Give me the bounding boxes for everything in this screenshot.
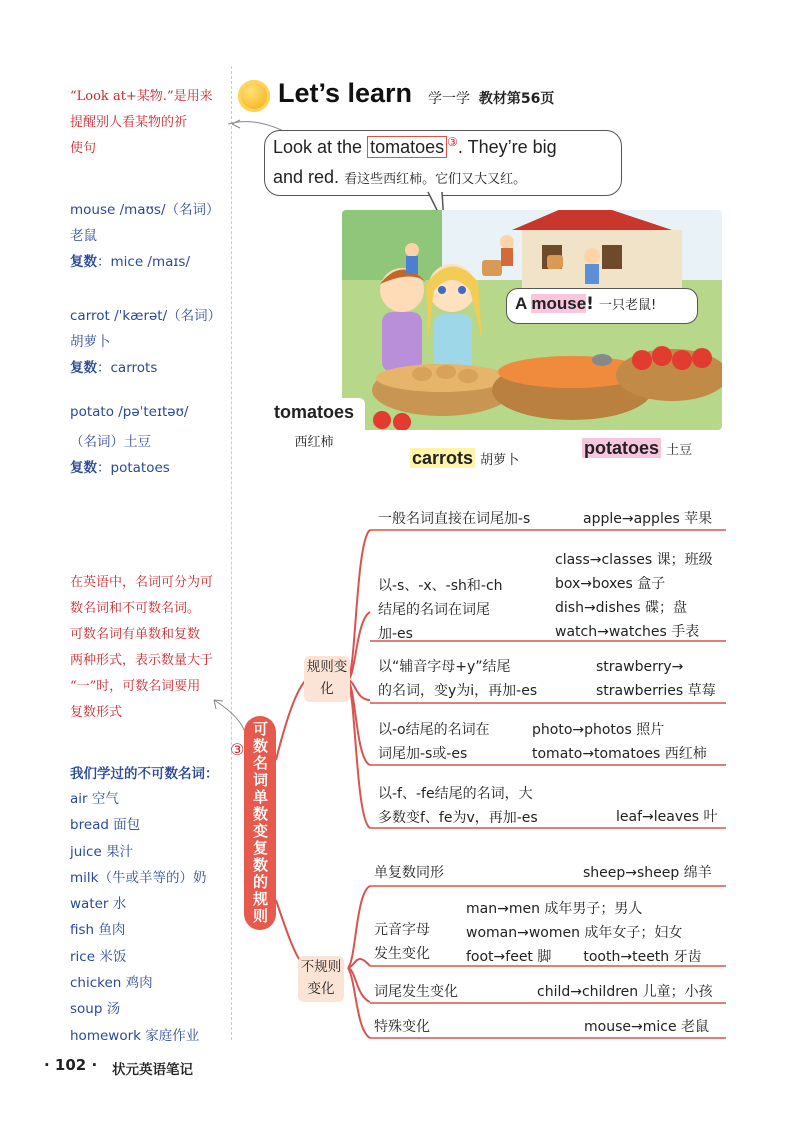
example-line: man→men 成年男子；男人: [466, 901, 643, 917]
rule-regular-2: [378, 574, 503, 646]
subtitle-page: 教材第56页: [478, 91, 555, 107]
bubble-text: and red.: [273, 167, 340, 187]
example-regular-4: [532, 718, 707, 766]
node-regular: 规则变化: [304, 656, 350, 702]
example-regular-3: [596, 655, 716, 703]
node-irregular: 不规则变化: [298, 956, 344, 1002]
rule-line: 以-o结尾的名词在: [378, 722, 490, 738]
section-title: Let’s learn: [278, 78, 413, 108]
label-word: tomatoes: [273, 402, 354, 422]
list-item: milk（牛或羊等的）奶: [70, 869, 207, 886]
note-line: 两种形式，表示数量大于: [70, 653, 214, 668]
vocab-mouse-meaning: 老鼠: [70, 228, 97, 244]
plural-label: 复数: [70, 360, 97, 376]
example-irregular-2: [466, 897, 702, 969]
example-line: woman→women 成年女子；妇女: [466, 925, 683, 941]
plural-label: 复数: [70, 254, 97, 270]
plural-label: 复数: [70, 460, 97, 476]
vocab-mouse: mouse /maʊs/（名词）: [70, 202, 220, 218]
plural-value: ：mice /maɪs/: [97, 254, 190, 270]
list-item: rice 米饭: [70, 948, 127, 965]
example-line: strawberry→: [596, 659, 684, 675]
list-item: air 空气: [70, 791, 119, 807]
note-line: 提醒别人看某物的祈: [70, 115, 188, 130]
rule-irregular-1: 单复数同形: [374, 865, 444, 881]
note-line: 在英语中，名词可分为可: [70, 575, 214, 590]
rule-line: 发生变化: [374, 946, 430, 962]
example-irregular-3: child→children 儿童；小孩: [537, 984, 713, 1000]
page-number: · 102 ·: [44, 1056, 98, 1074]
example-line: watch→watches 手表: [555, 624, 700, 640]
example-irregular-1: sheep→sheep 绵羊: [583, 865, 712, 881]
rule-regular-4: [378, 718, 490, 766]
label-translation: 胡萝卜: [480, 453, 520, 468]
example-irregular-4: mouse→mice 老鼠: [584, 1019, 710, 1035]
rule-regular-3: [378, 655, 537, 703]
bubble-text: . They’re big: [457, 137, 557, 157]
example-part: tooth→teeth 牙齿: [583, 949, 702, 965]
list-item: fish 鱼肉: [70, 922, 126, 939]
example-regular-1: apple→apples 苹果: [583, 511, 713, 527]
footnote-mark: ③: [447, 135, 458, 149]
plural-value: ：potatoes: [97, 460, 170, 476]
vocab-carrot: carrot /ˈkærət/（名词）: [70, 308, 222, 324]
example-line: strawberries 草莓: [596, 683, 716, 699]
uncountable-title: 我们学过的不可数名词：: [70, 766, 219, 782]
label-word: carrots: [412, 448, 474, 468]
note-line: 数名词和不可数名词。: [70, 601, 201, 616]
rule-line: 以-s、-x、-sh和-ch: [378, 578, 503, 594]
list-item: water 水: [70, 896, 127, 913]
vocab-potato-meaning: （名词）土豆: [70, 434, 151, 450]
label-translation: 土豆: [666, 443, 693, 458]
vocab-potato: potato /pəˈteɪtəʊ/: [70, 404, 189, 420]
note-line: 可数名词有单数和复数: [70, 627, 201, 642]
rule-irregular-2: [374, 918, 430, 966]
example-part: foot→feet 脚: [466, 949, 552, 965]
rule-line: 加-es: [378, 626, 413, 642]
rule-line: 多数变f、fe为v，再加-es: [378, 810, 538, 826]
example-line: dish→dishes 碟；盘: [555, 600, 687, 616]
rule-regular-1: 一般名词直接在词尾加-s: [378, 511, 531, 527]
note-line: 复数形式: [70, 705, 123, 720]
list-item: chicken 鸡肉: [70, 975, 153, 992]
rule-irregular-4: 特殊变化: [374, 1019, 430, 1035]
highlight-mouse: mouse: [531, 294, 587, 313]
footnote-number: ③: [230, 740, 245, 759]
note-line: “Look at+某物.”是用来: [70, 89, 213, 104]
tree-root: 可数名词单数变复数的规则: [244, 716, 276, 930]
rule-line: 以-f、-fe结尾的名词，大: [378, 786, 533, 802]
example-line: class→classes 课；班级: [555, 552, 713, 568]
list-item: juice 果汁: [70, 843, 134, 860]
rule-line: 结尾的名词在词尾: [378, 602, 490, 618]
label-word: potatoes: [584, 438, 660, 458]
example-regular-2: [555, 548, 713, 644]
rule-line: 的名词，变y为i，再加-es: [378, 683, 538, 699]
example-regular-5: leaf→leaves 叶: [616, 809, 718, 825]
book-title: 状元英语笔记: [112, 1062, 193, 1078]
rule-line: 以“辅音字母+y”结尾: [378, 659, 511, 675]
list-item: homework 家庭作业: [70, 1027, 200, 1044]
subtitle-cn: 学一学: [428, 91, 470, 107]
vocab-carrot-meaning: 胡萝卜: [70, 334, 111, 350]
example-line: tomato→tomatoes 西红柿: [532, 746, 707, 762]
bubble-translation: 一只老鼠!: [599, 298, 657, 313]
plural-value: ：carrots: [97, 360, 158, 376]
example-line: box→boxes 盒子: [555, 576, 666, 592]
rule-regular-5: [378, 782, 538, 830]
list-item: soup 汤: [70, 1001, 121, 1018]
example-line: photo→photos 照片: [532, 722, 665, 738]
label-translation: 西红柿: [294, 435, 334, 450]
rule-line: 元音字母: [374, 922, 430, 938]
rule-line: 词尾加-s或-es: [378, 746, 468, 762]
list-item: bread 面包: [70, 817, 141, 834]
note-line: “一”时，可数名词要用: [70, 679, 201, 694]
rule-irregular-3: 词尾发生变化: [374, 984, 458, 1000]
highlight-tomatoes: tomatoes: [367, 136, 447, 158]
example-line: [466, 945, 702, 969]
bubble-text: !: [586, 294, 594, 314]
bubble-text: Look at the: [273, 137, 368, 157]
bubble-translation: 看这些西红柿。它们又大又红。: [344, 172, 527, 187]
note-line: 使句: [70, 141, 97, 156]
bubble-text: A: [515, 294, 532, 313]
